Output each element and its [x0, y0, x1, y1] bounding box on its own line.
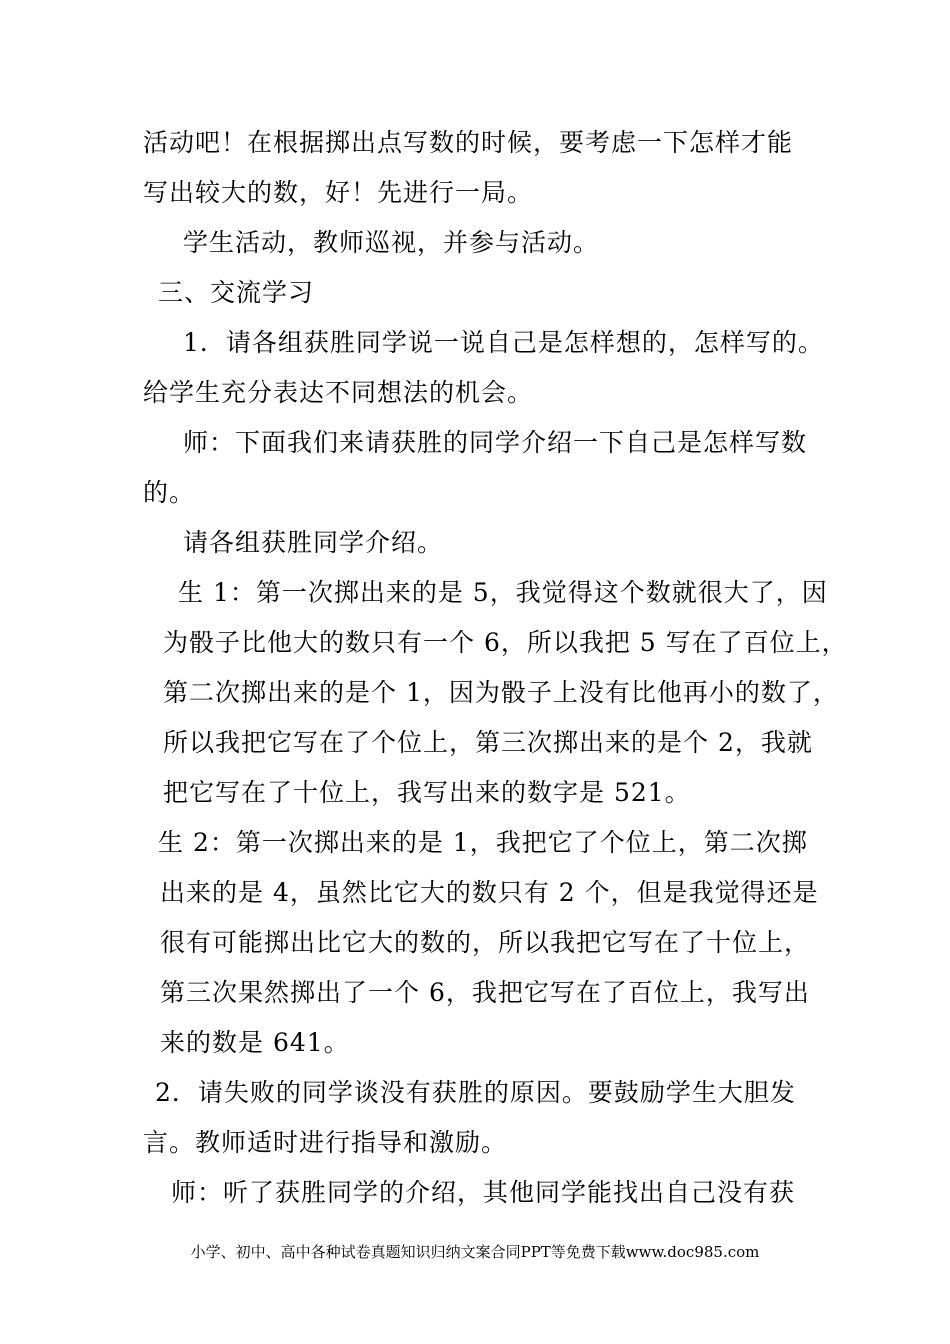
text-line: 出来的是 4，虽然比它大的数只有 2 个，但是我觉得还是	[160, 878, 819, 907]
text-line: 所以我把它写在了个位上，第三次掷出来的是个 2，我就	[163, 728, 813, 757]
text-line: 第二次掷出来的是个 1，因为骰子上没有比他再小的数了，	[163, 678, 839, 707]
text-line: 的。	[143, 478, 196, 507]
text-line: 师：听了获胜同学的介绍，其他同学能找出自己没有获	[171, 1178, 796, 1207]
text-line: 1．请各组获胜同学说一说自己是怎样想的，怎样写的。	[183, 328, 824, 357]
text-line: 学生活动，教师巡视，并参与活动。	[183, 228, 600, 257]
text-line: 来的数是 641。	[160, 1028, 350, 1057]
text-line: 给学生充分表达不同想法的机会。	[143, 378, 534, 407]
text-line: 师：下面我们来请获胜的同学介绍一下自己是怎样写数	[183, 428, 808, 457]
text-line: 请各组获胜同学介绍。	[183, 528, 444, 557]
text-line: 第三次果然掷出了一个 6，我把它写在了百位上，我写出	[160, 978, 810, 1007]
text-line: 很有可能掷出比它大的数的，所以我把它写在了十位上，	[160, 928, 811, 957]
text-line: 写出较大的数，好！先进行一局。	[143, 178, 534, 207]
text-line: 2．请失败的同学谈没有获胜的原因。要鼓励学生大胆发	[155, 1078, 796, 1107]
text-line: 活动吧！在根据掷出点写数的时候，要考虑一下怎样才能	[143, 128, 794, 157]
text-line: 生 2：第一次掷出来的是 1，我把它了个位上，第二次掷	[158, 828, 808, 857]
page-footer: 小学、初中、高中各种试卷真题知识归纳文案合同PPT等免费下载www.doc985.com	[190, 1243, 760, 1261]
text-line: 生 1：第一次掷出来的是 5，我觉得这个数就很大了，因	[178, 578, 828, 607]
text-line: 把它写在了十位上，我写出来的数字是 521。	[163, 778, 691, 807]
text-line: 为骰子比他大的数只有一个 6，所以我把 5 写在了百位上，	[163, 628, 848, 657]
section-heading: 三、交流学习	[158, 278, 315, 307]
text-line: 言。教师适时进行指导和激励。	[143, 1128, 508, 1157]
